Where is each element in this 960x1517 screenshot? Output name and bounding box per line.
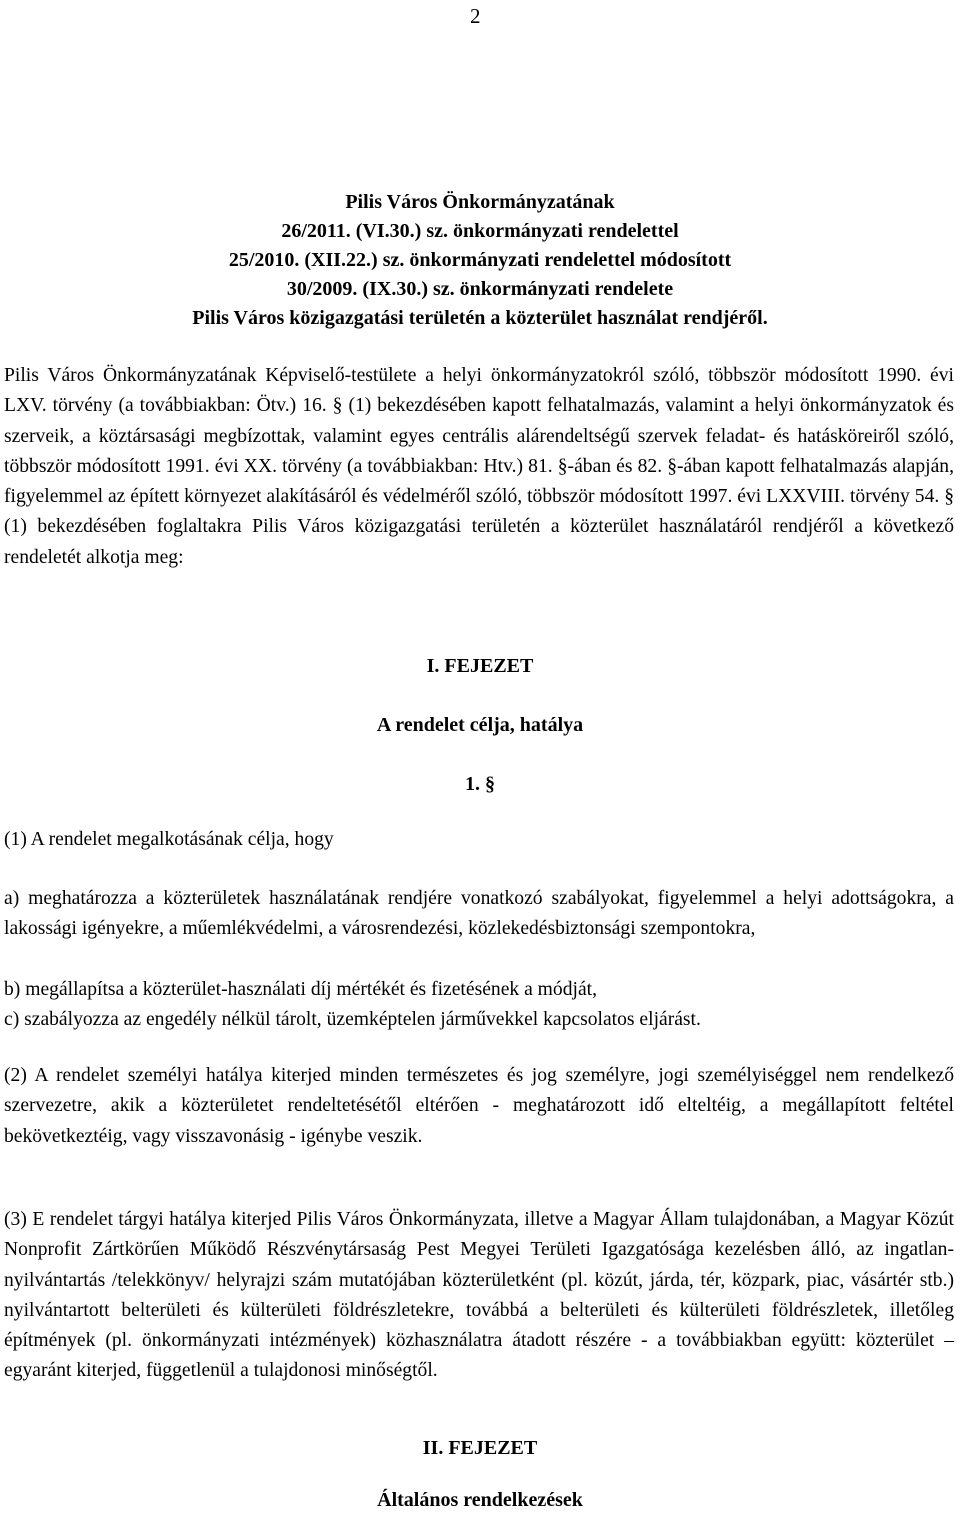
paragraph-2: (2) A rendelet személyi hatálya kiterjed minden természetes és jog személyre, jogi személyiséggel nem rendelkező szervezetre, akik a közterületet rendeltetésétől eltérően - meghatározott idő elteltéig, a megállapított feltétel bekövetkeztéig, vagy visszavonásig - igénybe veszik.: [4, 1065, 954, 1147]
title-line-5: Pilis Város közigazgatási területén a közterület használat rendjéről.: [192, 307, 768, 329]
title-line-2: 26/2011. (VI.30.) sz. önkormányzati rendelettel: [281, 220, 679, 242]
title-line-4: 30/2009. (IX.30.) sz. önkormányzati rendelete: [286, 278, 674, 300]
chapter-1-title: A rendelet célja, hatálya: [376, 714, 584, 736]
chapter-2-title: Általános rendelkezések: [377, 1489, 583, 1511]
page-number: 2: [470, 4, 481, 28]
paragraph-1-intro: (1) A rendelet megalkotásának célja, hogy: [4, 829, 334, 850]
title-line-3: 25/2010. (XII.22.) sz. önkormányzati rendelettel módosított: [228, 249, 732, 271]
chapter-1-number: I. FEJEZET: [426, 655, 534, 677]
preamble-paragraph: Pilis Város Önkormányzatának Képviselő-testülete a helyi önkormányzatokról szóló, többször módosított 1990. évi LXV. törvény (a továbbiakban: Ötv.) 16. § (1) bekezdésében kapott felhatalmazás, valamint a helyi önkormányzatok és szerveik, a köztársasági megbízottak, valamint egyes centrális alárendeltségű szervek feladat- és hatásköreiről szóló, többször módosított 1991. évi XX. törvény (a továbbiakban: Htv.) 81. §-ában és 82. §-ában kapott felhatalmazás alapján, figyelemmel az épített környezet alakításáról és védelméről szóló, többször módosított 1997. évi LXXVIII. törvény 54. § (1) bekezdésében foglaltakra Pilis Város közigazgatási területén a közterület használatáról rendjéről a következő rendeletét alkotja meg:: [4, 365, 954, 568]
paragraph-1-item-c: c) szabályozza az engedély nélkül tárolt, üzemképtelen járművekkel kapcsolatos eljárást.: [4, 1009, 701, 1030]
paragraph-3: (3) E rendelet tárgyi hatálya kiterjed Pilis Város Önkormányzata, illetve a Magyar Állam tulajdonában, a Magyar Közút Nonprofit Zártkörűen Működő Részvénytársaság Pest Megyei Területi Igazgatósága kezelésben álló, az ingatlan-nyilvántartás /telekkönyv/ helyrajzi szám mutatójában közterületként (pl. közút, járda, tér, közpark, piac, vásártér stb.) nyilvántartott belterületi és külterületi földrészletekre, továbbá a belterületi és külterületi földrészletek, illetőleg építmények (pl. önkormányzati intézmények) közhasználatra átadott részére - a továbbiakban együtt: közterület – egyaránt kiterjed, függetlenül a tulajdonosi minőségtől.: [4, 1209, 954, 1382]
paragraph-1-item-b: b) megállapítsa a közterület-használati díj mértékét és fizetésének a módját,: [4, 979, 597, 1000]
title-line-1: Pilis Város Önkormányzatának: [345, 191, 615, 213]
chapter-2-number: II. FEJEZET: [422, 1437, 538, 1459]
section-1-number: 1. §: [465, 773, 495, 795]
paragraph-1-item-a: a) meghatározza a közterületek használatának rendjére vonatkozó szabályokat, figyelemmel a helyi adottságokra, a lakossági igényekre, a műemlékvédelmi, a városrendezési, közlekedésbiztonsági szempontokra,: [4, 888, 954, 940]
